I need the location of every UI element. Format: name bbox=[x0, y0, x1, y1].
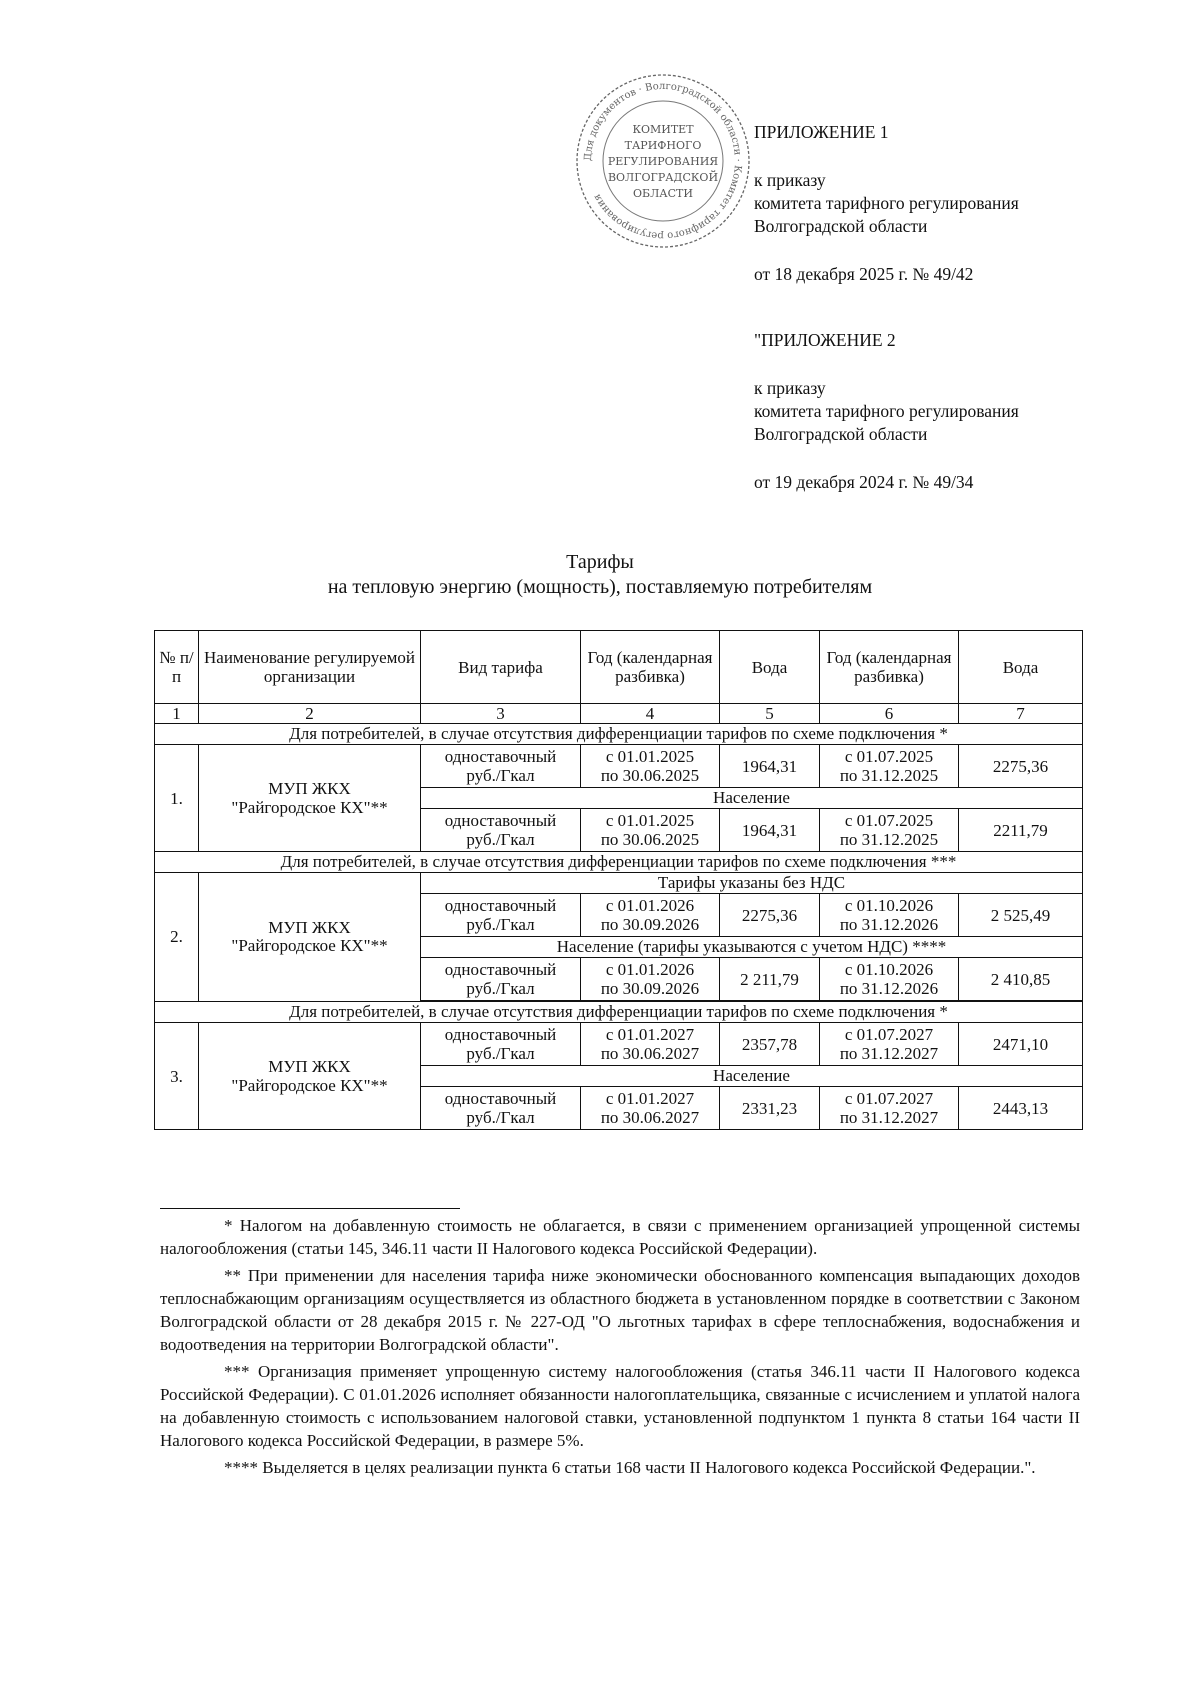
period-end: по 30.06.2027 bbox=[600, 1044, 700, 1063]
subheader-row bbox=[155, 873, 1083, 894]
population-label: Население bbox=[421, 788, 1083, 809]
footnotes bbox=[160, 1214, 1080, 1483]
column-number: 2 bbox=[199, 704, 421, 724]
value-1: 2 211,79 bbox=[720, 958, 820, 1001]
org-line-1: МУП ЖКХ bbox=[268, 1057, 351, 1076]
header-cell: Год (календарная разбивка) bbox=[820, 631, 959, 704]
tariff-type: одноставочный bbox=[444, 896, 557, 915]
tariff-table bbox=[154, 630, 1083, 1130]
tariff-type-cell bbox=[421, 958, 581, 1001]
appendix-2-date: от 19 декабря 2024 г. № 49/34 bbox=[754, 472, 974, 492]
table-header-row bbox=[155, 631, 1083, 704]
appendix-2-line-1: к приказу bbox=[754, 378, 826, 398]
period-1-cell bbox=[581, 1023, 720, 1066]
tariff-type-cell bbox=[421, 1023, 581, 1066]
period-1-cell bbox=[581, 894, 720, 937]
stamp-ring-text: Для документов · Волгоградской области · Комитет тарифного регулирования bbox=[582, 80, 744, 242]
period-end: по 31.12.2027 bbox=[839, 1044, 939, 1063]
header-cell: Вода bbox=[720, 631, 820, 704]
value-1: 1964,31 bbox=[720, 745, 820, 788]
header-cell: Вид тарифа bbox=[421, 631, 581, 704]
tariff-type-cell bbox=[421, 1087, 581, 1130]
column-number: 6 bbox=[820, 704, 959, 724]
header-cell: Год (календарная разбивка) bbox=[581, 631, 720, 704]
footnote-separator bbox=[160, 1208, 460, 1209]
tariff-unit: руб./Гкал bbox=[466, 1108, 535, 1127]
tariff-unit: руб./Гкал bbox=[466, 915, 535, 934]
tariff-unit: руб./Гкал bbox=[466, 979, 535, 998]
org-line-2: "Райгородское КХ"** bbox=[231, 1076, 388, 1095]
tariff-type-cell bbox=[421, 745, 581, 788]
period-2-cell bbox=[820, 1023, 959, 1066]
column-number-row bbox=[155, 704, 1083, 724]
stamp-line-4: ВОЛГОГРАДСКОЙ bbox=[607, 171, 719, 184]
row-number: 1. bbox=[155, 745, 199, 852]
section-caption-row bbox=[155, 724, 1083, 745]
period-end: по 30.06.2025 bbox=[600, 830, 700, 849]
period-start: с 01.01.2026 bbox=[605, 960, 695, 979]
column-number: 5 bbox=[720, 704, 820, 724]
org-line-1: МУП ЖКХ bbox=[268, 918, 351, 937]
tariff-type-cell bbox=[421, 809, 581, 852]
tariff-unit: руб./Гкал bbox=[466, 1044, 535, 1063]
footnote-4: **** Выделяется в целях реализации пункта 6 статьи 168 части II Налогового кодекса Российской Федерации.". bbox=[224, 1458, 1036, 1477]
period-start: с 01.07.2025 bbox=[844, 747, 934, 766]
tariff-type: одноставочный bbox=[444, 811, 557, 830]
period-1-cell bbox=[581, 809, 720, 852]
value-1: 2275,36 bbox=[720, 894, 820, 937]
period-start: с 01.01.2026 bbox=[605, 896, 695, 915]
period-start: с 01.01.2027 bbox=[605, 1089, 695, 1108]
value-1: 2357,78 bbox=[720, 1023, 820, 1066]
appendix-2-line-2: комитета тарифного регулирования bbox=[754, 401, 1019, 421]
period-end: по 30.09.2026 bbox=[600, 979, 700, 998]
value-2: 2 525,49 bbox=[959, 894, 1083, 937]
value-1: 1964,31 bbox=[720, 809, 820, 852]
header-cell: Наименование регулируемой организации bbox=[199, 631, 421, 704]
stamp-line-3: РЕГУЛИРОВАНИЯ bbox=[607, 155, 719, 168]
period-2-cell bbox=[820, 894, 959, 937]
org-line-2: "Райгородское КХ"** bbox=[231, 798, 388, 817]
period-2-cell bbox=[820, 958, 959, 1001]
appendix-1-date: от 18 декабря 2025 г. № 49/42 bbox=[754, 264, 974, 284]
period-start: с 01.10.2026 bbox=[844, 960, 934, 979]
table-row bbox=[155, 745, 1083, 788]
column-number: 3 bbox=[421, 704, 581, 724]
period-start: с 01.07.2027 bbox=[844, 1025, 934, 1044]
population-label: Население (тарифы указываются с учетом НДС) **** bbox=[421, 937, 1083, 958]
value-2: 2275,36 bbox=[959, 745, 1083, 788]
stamp-line-2: ТАРИФНОГО bbox=[624, 139, 702, 152]
organization-cell bbox=[199, 745, 421, 852]
period-end: по 31.12.2026 bbox=[839, 979, 939, 998]
period-start: с 01.01.2025 bbox=[605, 811, 695, 830]
appendix-1-line-3: Волгоградской области bbox=[754, 216, 928, 236]
value-2: 2443,13 bbox=[959, 1087, 1083, 1130]
period-end: по 31.12.2025 bbox=[839, 766, 939, 785]
section-caption-row bbox=[155, 1002, 1083, 1023]
tariff-type: одноставочный bbox=[444, 960, 557, 979]
appendix-2-title: "ПРИЛОЖЕНИЕ 2 bbox=[754, 330, 896, 350]
vat-note-label: Тарифы указаны без НДС bbox=[421, 873, 1083, 894]
footnote-2: ** При применении для населения тарифа ниже экономически обоснованного компенсация выпадающих доходов теплоснабжающим организациям осуществляется из областного бюджета в установленном порядке в соответствии с Законом Волгоградской области от 28 декабря 2015 г. № 227-ОД "О льготных тарифах в сфере теплоснабжения, водоснабжения и водоотведения на территории Волгоградской области". bbox=[160, 1266, 1080, 1354]
value-1: 2331,23 bbox=[720, 1087, 820, 1130]
footnote-1: * Налогом на добавленную стоимость не облагается, в связи с применением организацией упрощенной системы налогообложения (статьи 145, 346.11 части II Налогового кодекса Российской Федерации). bbox=[160, 1216, 1080, 1258]
section-caption-row bbox=[155, 852, 1083, 873]
section-caption: Для потребителей, в случае отсутствия дифференциации тарифов по схеме подключения * bbox=[155, 724, 1083, 745]
value-2: 2471,10 bbox=[959, 1023, 1083, 1066]
tariff-type-cell bbox=[421, 894, 581, 937]
header-cell: Вода bbox=[959, 631, 1083, 704]
period-start: с 01.10.2026 bbox=[844, 896, 934, 915]
stamp-line-5: ОБЛАСТИ bbox=[633, 187, 693, 200]
appendix-1-title: ПРИЛОЖЕНИЕ 1 bbox=[754, 122, 889, 142]
section-caption: Для потребителей, в случае отсутствия дифференциации тарифов по схеме подключения *** bbox=[155, 852, 1083, 873]
appendix-1-block bbox=[754, 121, 1019, 286]
value-2: 2 410,85 bbox=[959, 958, 1083, 1001]
period-end: по 31.12.2025 bbox=[839, 830, 939, 849]
organization-cell bbox=[199, 873, 421, 1002]
table-row bbox=[155, 1023, 1083, 1066]
appendix-2-line-3: Волгоградской области bbox=[754, 424, 928, 444]
period-end: по 30.06.2025 bbox=[600, 766, 700, 785]
organization-cell bbox=[199, 1023, 421, 1130]
column-number: 4 bbox=[581, 704, 720, 724]
tariff-unit: руб./Гкал bbox=[466, 830, 535, 849]
org-line-1: МУП ЖКХ bbox=[268, 779, 351, 798]
doc-title: Тарифы bbox=[566, 551, 634, 573]
tariff-unit: руб./Гкал bbox=[466, 766, 535, 785]
period-end: по 31.12.2027 bbox=[839, 1108, 939, 1127]
period-2-cell bbox=[820, 809, 959, 852]
period-start: с 01.07.2027 bbox=[844, 1089, 934, 1108]
column-number: 1 bbox=[155, 704, 199, 724]
period-start: с 01.01.2025 bbox=[605, 747, 695, 766]
period-start: с 01.07.2025 bbox=[844, 811, 934, 830]
tariff-type: одноставочный bbox=[444, 1025, 557, 1044]
row-number: 3. bbox=[155, 1023, 199, 1130]
header-cell: № п/п bbox=[155, 631, 199, 704]
period-end: по 30.06.2027 bbox=[600, 1108, 700, 1127]
period-start: с 01.01.2027 bbox=[605, 1025, 695, 1044]
period-2-cell bbox=[820, 1087, 959, 1130]
period-end: по 31.12.2026 bbox=[839, 915, 939, 934]
stamp-line-1: КОМИТЕТ bbox=[632, 123, 694, 136]
population-label: Население bbox=[421, 1066, 1083, 1087]
column-number: 7 bbox=[959, 704, 1083, 724]
row-number: 2. bbox=[155, 873, 199, 1002]
value-2: 2211,79 bbox=[959, 809, 1083, 852]
period-1-cell bbox=[581, 745, 720, 788]
period-1-cell bbox=[581, 958, 720, 1001]
footnote-3: *** Организация применяет упрощенную систему налогообложения (статья 346.11 части II Налогового кодекса Российской Федерации). С 01.01.2026 исполняет обязанности налогоплательщика, связанные с исчислением и уплатой налога на добавленную стоимость с использованием налоговой ставки, установленной подпунктом 1 пункта 8 статьи 164 части II Налогового кодекса Российской Федерации, в размере 5%. bbox=[160, 1362, 1080, 1450]
period-end: по 30.09.2026 bbox=[600, 915, 700, 934]
official-stamp bbox=[572, 70, 754, 252]
period-2-cell bbox=[820, 745, 959, 788]
section-caption: Для потребителей, в случае отсутствия дифференциации тарифов по схеме подключения * bbox=[155, 1002, 1083, 1023]
appendix-2-block bbox=[754, 329, 1019, 494]
period-1-cell bbox=[581, 1087, 720, 1130]
appendix-1-line-1: к приказу bbox=[754, 170, 826, 190]
doc-subtitle: на тепловую энергию (мощность), поставляемую потребителям bbox=[327, 576, 873, 598]
appendix-1-line-2: комитета тарифного регулирования bbox=[754, 193, 1019, 213]
org-line-2: "Райгородское КХ"** bbox=[231, 936, 388, 955]
tariff-type: одноставочный bbox=[444, 1089, 557, 1108]
tariff-type: одноставочный bbox=[444, 747, 557, 766]
